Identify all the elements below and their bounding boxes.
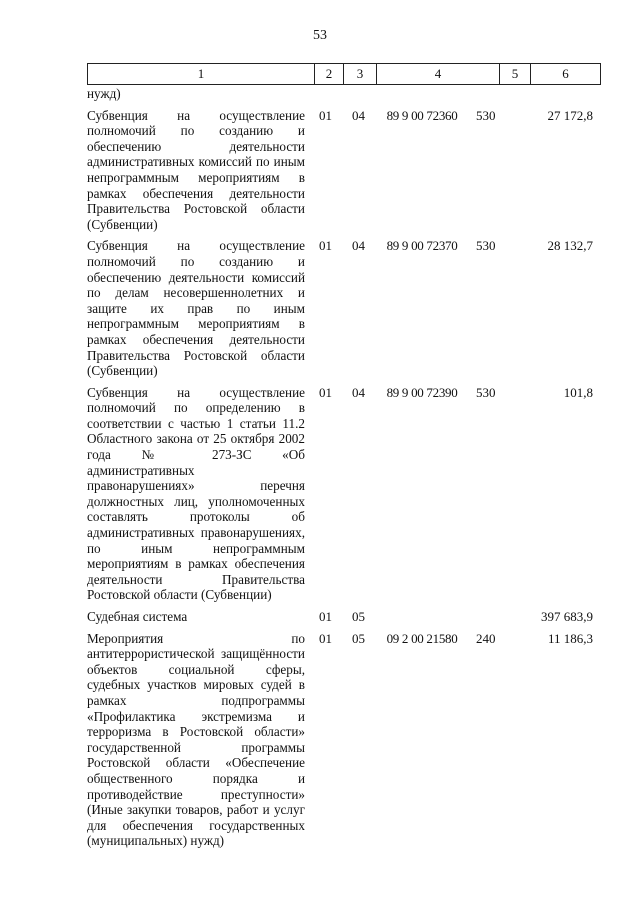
table-row	[87, 108, 601, 233]
table-row	[87, 631, 601, 849]
continuation-row	[87, 86, 601, 102]
column-header-4: 4	[377, 64, 500, 85]
table-row	[87, 238, 601, 378]
column-header-1: 1	[88, 64, 315, 85]
row-amount: 101,8	[563, 384, 593, 400]
row-section: 01	[319, 384, 332, 400]
row-section: 01	[319, 238, 332, 254]
row-subsection: 05	[352, 609, 365, 624]
table-row	[87, 609, 601, 625]
row-amount: 27 172,8	[547, 107, 593, 123]
row-subsection: 05	[352, 630, 365, 646]
row-target-code: 09 2 00 21580	[386, 630, 458, 646]
column-header-6: 6	[531, 64, 601, 85]
row-subsection: 04	[352, 107, 365, 123]
row-description: Субвенция на осуществление полномочий по созданию и обеспечению деятельности комиссий по делам несовершеннолетних и защите их прав по иным непрограммным мероприятиям в рамках обеспечения деятельности Правительства Ростовской области (Субвенции)	[87, 238, 305, 379]
row-expense-type: 240	[476, 630, 496, 646]
row-subsection: 04	[352, 384, 365, 400]
row-amount: 397 683,9	[541, 609, 593, 624]
row-subsection: 04	[352, 238, 365, 254]
row-amount: 11 186,3	[547, 630, 593, 646]
budget-table-body	[87, 86, 601, 849]
row-description: Судебная система	[87, 609, 188, 624]
row-amount: 28 132,7	[547, 238, 593, 254]
row-expense-type: 530	[476, 107, 496, 123]
row-section: 01	[319, 609, 332, 624]
row-expense-type: 530	[476, 384, 496, 400]
page-number: 53	[313, 28, 327, 43]
table-row	[87, 385, 601, 603]
row-expense-type: 530	[476, 238, 496, 254]
column-header-2: 2	[315, 64, 344, 85]
row-target-code: 89 9 00 72360	[386, 107, 458, 123]
continuation-text: нужд)	[87, 86, 121, 101]
row-description: Мероприятия по антитеррористической защищённости объектов социальной сферы, судебных участков мировых судей в рамках подпрограммы «Профилактика экстремизма и терроризма в Ростовской области» государственной программы Ростовской области «Обеспечение общественного порядка и противодействие преступности» (Иные закупки товаров, работ и услуг для обеспечения государственных (муниципальных) нужд)	[87, 630, 305, 849]
row-description: Субвенция на осуществление полномочий по созданию и обеспечению деятельности административных комиссий по иным непрограммным мероприятиям в рамках обеспечения деятельности Правительства Ростовской области (Субвенции)	[87, 107, 305, 232]
row-target-code: 89 9 00 72390	[386, 384, 458, 400]
column-header-table	[87, 63, 601, 85]
row-section: 01	[319, 630, 332, 646]
column-header-5: 5	[500, 64, 531, 85]
row-description: Субвенция на осуществление полномочий по определению в соответствии с частью 1 статьи 11.2 Областного закона от 25 октября 2002 года № 273-ЗС «Об административных правонарушениях» перечня должностных лиц, уполномоченных составлять протоколы об административных правонарушениях, по иным непрограммным мероприятиям в рамках обеспечения деятельности Правительства Ростовской области (Субвенции)	[87, 384, 305, 603]
row-section: 01	[319, 107, 332, 123]
column-header-3: 3	[344, 64, 377, 85]
row-target-code: 89 9 00 72370	[386, 238, 458, 254]
